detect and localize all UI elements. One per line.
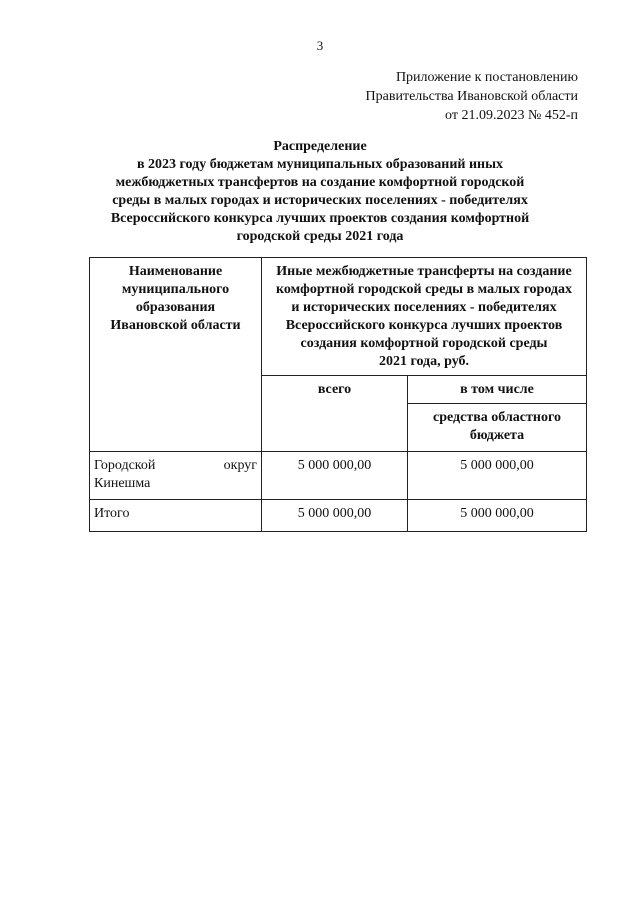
appendix-line-2: Правительства Ивановской области: [365, 89, 578, 104]
page-number: 3: [316, 38, 324, 53]
title-line-6: городской среды 2021 года: [236, 229, 404, 244]
total-row-label: Итого: [90, 500, 262, 532]
header-municipality-line-2: муниципального: [121, 282, 230, 297]
title-line-5: Всероссийского конкурса лучших проектов создания комфортной: [110, 211, 530, 226]
header-transfers-line-5: создания комфортной городской среды: [300, 336, 548, 351]
header-municipality-line-4: Ивановской области: [110, 318, 241, 333]
header-regional-line-1: средства областного: [433, 410, 561, 425]
row-total-value: 5 000 000,00: [262, 452, 408, 500]
header-transfers: [262, 258, 587, 376]
header-transfers-line-1: Иные межбюджетные трансферты на создание: [276, 264, 572, 279]
header-regional-budget: [408, 404, 587, 452]
header-regional-line-2: бюджета: [469, 428, 525, 443]
header-transfers-line-3: и исторических поселениях - победителях: [291, 300, 557, 315]
total-row-regional-value: 5 000 000,00: [408, 500, 587, 532]
table-total-row: [90, 500, 587, 532]
row-regional-value: 5 000 000,00: [408, 452, 587, 500]
title-line-4: среды в малых городах и исторических поселениях - победителях: [112, 193, 528, 208]
header-municipality: [90, 258, 262, 452]
header-including: в том числе: [408, 376, 587, 404]
table-row: [90, 452, 587, 500]
distribution-table: [89, 257, 587, 532]
header-row-1: [90, 258, 587, 376]
row-municipality-name: [90, 452, 262, 500]
district-name-line-2: Кинешма: [94, 476, 151, 491]
district-name-line-1: [94, 457, 257, 475]
document-title: [90, 138, 550, 246]
district-name-part-1: Городской: [94, 458, 156, 473]
total-row-total-value: 5 000 000,00: [262, 500, 408, 532]
appendix-line-3: от 21.09.2023 № 452-п: [445, 108, 578, 123]
title-line-2: в 2023 году бюджетам муниципальных образований иных: [136, 157, 504, 172]
header-municipality-line-3: образования: [135, 300, 216, 315]
appendix-line-1: Приложение к постановлению: [395, 70, 578, 85]
title-line-1: Распределение: [273, 139, 367, 154]
header-transfers-line-6: 2021 года, руб.: [378, 354, 470, 369]
header-transfers-line-4: Всероссийского конкурса лучших проектов: [285, 318, 563, 333]
title-line-3: межбюджетных трансфертов на создание комфортной городской: [115, 175, 525, 190]
appendix-reference: [366, 68, 578, 125]
district-name-part-2: округ: [223, 458, 257, 473]
header-municipality-line-1: Наименование: [128, 264, 223, 279]
header-transfers-line-2: комфортной городской среды в малых городах: [275, 282, 572, 297]
header-total: всего: [262, 376, 408, 452]
